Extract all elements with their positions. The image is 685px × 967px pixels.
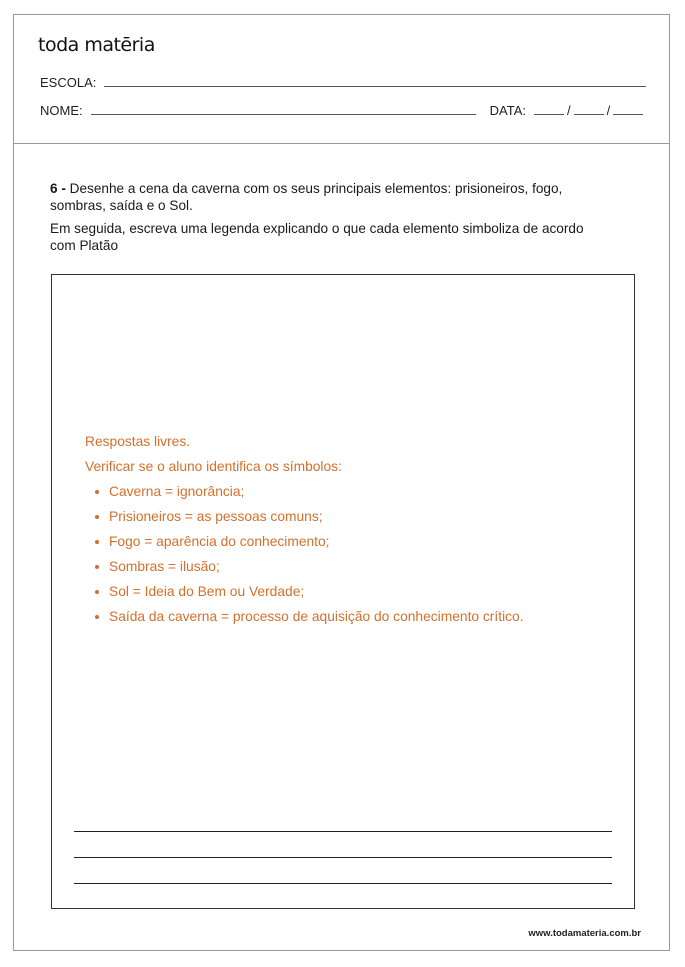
list-item: Sombras = ilusão;	[109, 558, 524, 575]
question-instruction: Em seguida, escreva uma legenda explicando o que cada elemento simboliza de acordo com Platão	[50, 221, 584, 253]
writing-line-1[interactable]	[74, 831, 612, 832]
answer-lead: Verificar se o aluno identifica os símbolos:	[85, 459, 342, 474]
worksheet-header	[14, 15, 669, 144]
date-day-blank[interactable]	[534, 113, 564, 115]
answer-intro: Respostas livres.	[85, 434, 191, 449]
nome-blank-line[interactable]	[91, 113, 476, 115]
date-month-blank[interactable]	[574, 113, 604, 115]
worksheet-page	[13, 14, 670, 951]
question-text: Desenhe a cena da caverna com os seus principais elementos: prisioneiros, fogo, sombras, saída e o Sol.	[50, 181, 563, 213]
date-separator-1: /	[566, 103, 571, 118]
writing-line-2[interactable]	[74, 857, 612, 858]
list-item: Prisioneiros = as pessoas comuns;	[109, 508, 524, 525]
escola-field	[40, 75, 646, 90]
escola-blank-line[interactable]	[104, 85, 646, 87]
question-block	[50, 180, 610, 260]
data-label: DATA:	[489, 103, 526, 118]
footer-url: www.todamateria.com.br	[528, 928, 641, 939]
answer-key	[85, 433, 524, 633]
list-item: Sol = Ideia do Bem ou Verdade;	[109, 583, 524, 600]
question-number: 6 -	[50, 181, 66, 196]
nome-data-row	[40, 103, 646, 118]
list-item: Caverna = ignorância;	[109, 483, 524, 500]
date-year-blank[interactable]	[613, 113, 643, 115]
drawing-answer-box[interactable]	[51, 274, 635, 909]
writing-line-3[interactable]	[74, 883, 612, 884]
brand-logo: toda matēria	[38, 34, 155, 56]
escola-label: ESCOLA:	[40, 75, 97, 90]
symbol-list	[85, 483, 524, 625]
nome-label: NOME:	[40, 103, 83, 118]
list-item: Saída da caverna = processo de aquisição do conhecimento crítico.	[109, 609, 524, 624]
list-item: Fogo = aparência do conhecimento;	[109, 533, 524, 550]
date-separator-2: /	[606, 103, 611, 118]
question-prompt	[50, 180, 610, 214]
